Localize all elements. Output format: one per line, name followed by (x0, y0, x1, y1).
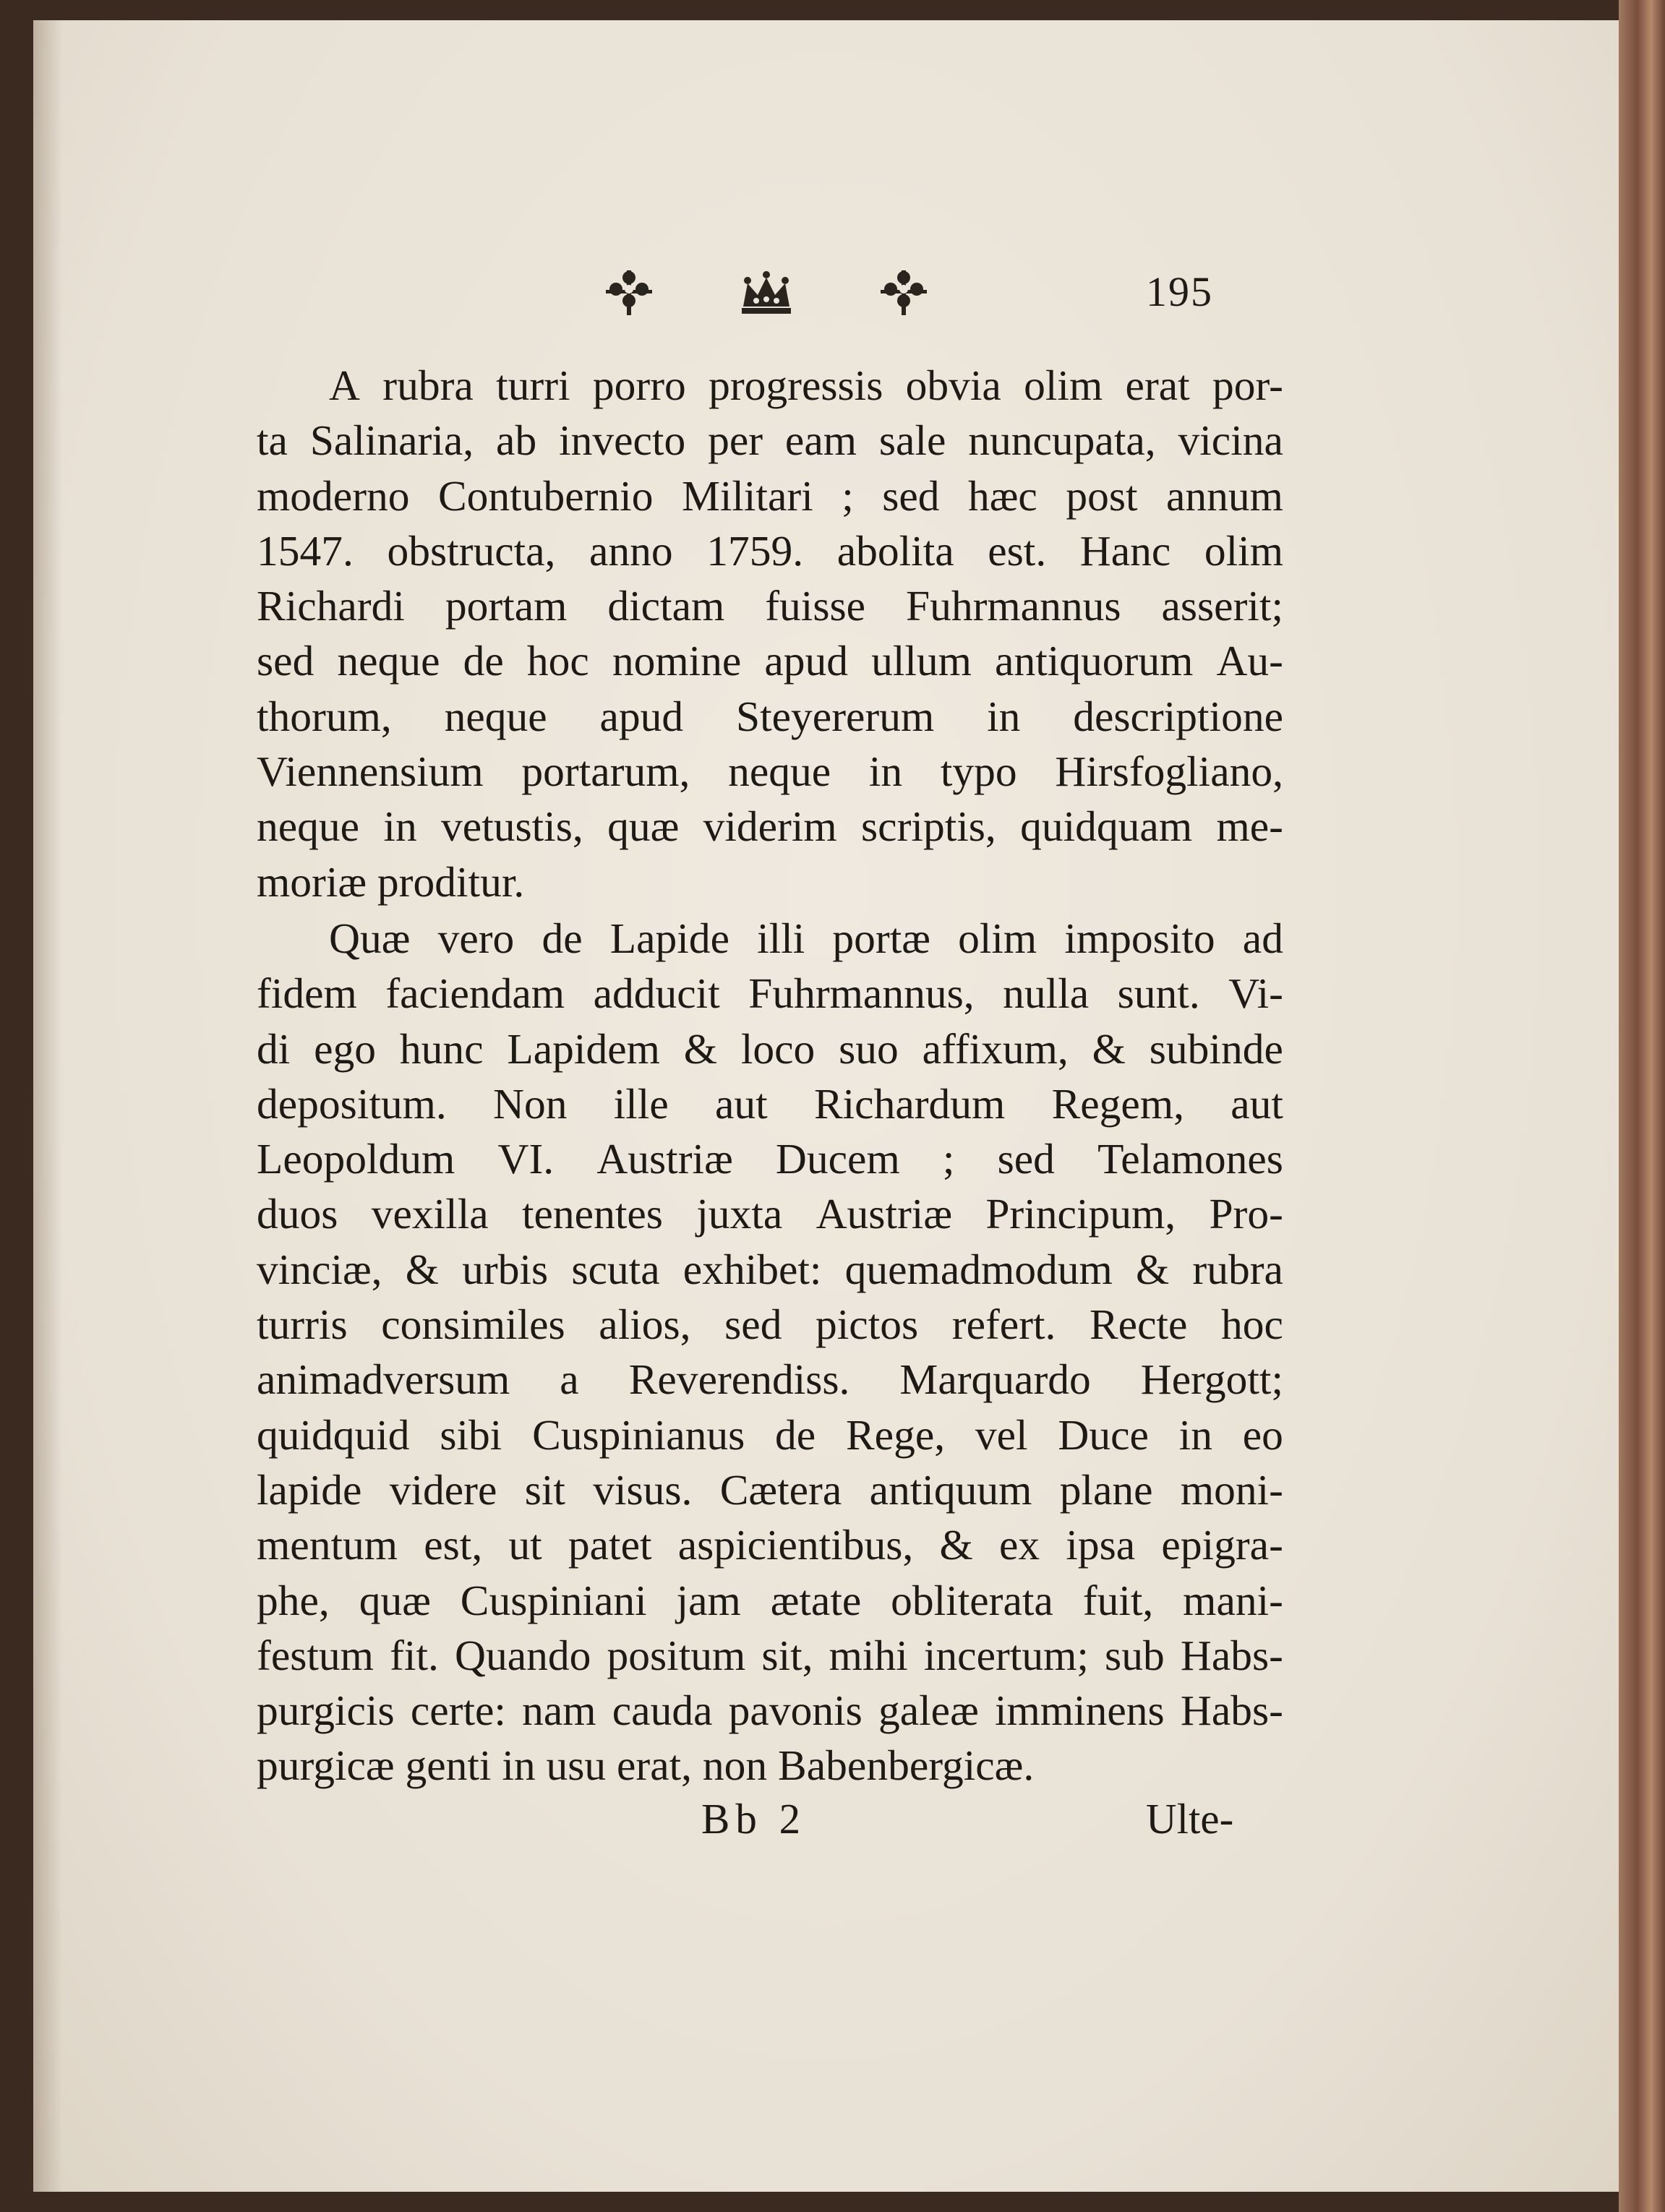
word: mani- (1183, 1576, 1283, 1624)
word: est. (988, 526, 1047, 575)
word: cauda (612, 1686, 713, 1735)
word: in (987, 692, 1021, 740)
word: viderim (703, 802, 837, 851)
text-line (257, 966, 1283, 1021)
word: nulla (1003, 969, 1090, 1018)
word: olim (1024, 361, 1103, 409)
word: de (542, 914, 583, 962)
word: turri (496, 361, 570, 409)
word: affixum, (922, 1024, 1069, 1073)
word: antiquorum (995, 637, 1194, 685)
word: lapide (257, 1465, 362, 1514)
word: VI. (497, 1135, 555, 1183)
text-line (257, 358, 1283, 413)
word: Lapide (609, 914, 729, 962)
word: Ducem (775, 1135, 900, 1183)
word: hoc (526, 637, 589, 685)
word: de (775, 1410, 816, 1459)
word: nam (522, 1686, 596, 1735)
word: portæ (832, 914, 930, 962)
text-line (257, 633, 1283, 688)
word: invecto (559, 416, 686, 465)
word: animadversum (257, 1355, 510, 1404)
word: descriptione (1073, 692, 1283, 740)
word: ille (613, 1079, 669, 1128)
word: Recte (1090, 1300, 1188, 1349)
word: ad (1242, 914, 1283, 962)
word: pavonis (728, 1686, 863, 1735)
word: ætate (770, 1576, 862, 1624)
word: ut (508, 1521, 542, 1569)
word: di (257, 1024, 291, 1073)
word: plane (1059, 1465, 1153, 1514)
word: Hanc (1079, 526, 1171, 575)
text-line (257, 468, 1283, 523)
text-line (257, 1683, 1283, 1738)
word: in (383, 802, 417, 851)
word: eo (1242, 1410, 1283, 1459)
word: fuit, (1082, 1576, 1154, 1624)
word: porro (592, 361, 686, 409)
word: in (1178, 1410, 1212, 1459)
word: Reverendiss. (628, 1355, 850, 1404)
word: portarum, (521, 747, 690, 796)
word: apud (764, 637, 849, 685)
word: sed (257, 637, 314, 685)
word: scuta (571, 1245, 660, 1293)
word: rubra (1192, 1245, 1283, 1293)
word: rubra (382, 361, 474, 409)
word: quæ (359, 1576, 431, 1624)
word: erat (1125, 361, 1190, 409)
text-line (257, 1297, 1283, 1352)
body-text (257, 358, 1283, 1793)
word: sunt. (1117, 969, 1200, 1018)
word: galeæ (878, 1686, 979, 1735)
word: tenentes (521, 1190, 663, 1238)
word: quidquam (1020, 802, 1193, 851)
word: quemadmodum (844, 1245, 1113, 1293)
word: Non (493, 1079, 568, 1128)
word: ab (496, 416, 537, 465)
text-line (257, 578, 1283, 633)
word: Cætera (719, 1465, 842, 1514)
word: ipsa (1066, 1521, 1136, 1569)
paragraph-1 (257, 358, 1283, 909)
word: suo (839, 1024, 899, 1073)
word: & (683, 1024, 718, 1073)
word: neque (257, 802, 360, 851)
text-line (257, 689, 1283, 744)
word: ; (842, 471, 854, 520)
word: obstructa, (387, 526, 556, 575)
word: portam (445, 582, 568, 630)
word: Telamones (1097, 1135, 1283, 1183)
word: Habs- (1180, 1631, 1283, 1679)
word: nomine (612, 637, 742, 685)
word: & (1092, 1024, 1126, 1073)
word: sibi (440, 1410, 502, 1459)
word: Quæ (329, 914, 411, 962)
signature-mark: Bb 2 (701, 1795, 807, 1843)
word: asserit; (1161, 582, 1283, 630)
word: imposito (1064, 914, 1215, 962)
text-line (257, 1242, 1283, 1297)
word: Hergott; (1140, 1355, 1283, 1404)
word: Lapidem (507, 1024, 660, 1073)
word: adducit (593, 969, 720, 1018)
word: loco (740, 1024, 816, 1073)
word: vero (437, 914, 515, 962)
word: A (329, 361, 360, 409)
word: pictos (816, 1300, 919, 1349)
word: vinciæ, (257, 1245, 382, 1293)
text-line (257, 1131, 1283, 1186)
word: Marquardo (899, 1355, 1091, 1404)
word: festum (257, 1631, 374, 1679)
text-line (257, 1573, 1283, 1628)
word: sale (878, 416, 946, 465)
running-head (0, 267, 1665, 340)
word: juxta (696, 1190, 783, 1238)
word: vexilla (371, 1190, 489, 1238)
word: mentum (257, 1521, 398, 1569)
text-line (257, 1186, 1283, 1241)
word: sed (997, 1135, 1055, 1183)
word: de (463, 637, 504, 685)
word: Rege, (845, 1410, 946, 1459)
word: ex (998, 1521, 1040, 1569)
word: est, (424, 1521, 483, 1569)
word: fuisse (765, 582, 866, 630)
word: Vi- (1228, 969, 1283, 1018)
word: neque (337, 637, 440, 685)
word: Duce (1058, 1410, 1149, 1459)
word: Principum, (985, 1190, 1176, 1238)
gutter-shadow (33, 20, 62, 2192)
word: sed (724, 1300, 782, 1349)
word: incertum; (923, 1631, 1089, 1679)
word: thorum, (257, 692, 392, 740)
word: purgicis (257, 1686, 395, 1735)
text-line: moriæ proditur. (257, 857, 525, 906)
page-number: 195 (1146, 268, 1213, 315)
text-line (257, 1517, 1283, 1572)
text-line (257, 1021, 1283, 1076)
word: mihi (829, 1631, 908, 1679)
word: imminens (994, 1686, 1165, 1735)
word: videre (389, 1465, 497, 1514)
word: aut (1230, 1079, 1283, 1128)
word: visus. (593, 1465, 693, 1514)
word: moderno (257, 471, 410, 520)
word: Quando (455, 1631, 591, 1679)
word: 1547. (257, 526, 354, 575)
word: eam (784, 416, 857, 465)
word: Leopoldum (257, 1135, 455, 1183)
word: vetustis, (441, 802, 583, 851)
word: antiquum (869, 1465, 1032, 1514)
word: exhibet: (682, 1245, 822, 1293)
word: ego (314, 1024, 377, 1073)
word: ; (942, 1135, 955, 1183)
fleuron-icon (600, 267, 658, 318)
word: Habs- (1180, 1686, 1283, 1735)
word: sub (1105, 1631, 1165, 1679)
word: annum (1165, 471, 1283, 520)
word: quæ (607, 802, 680, 851)
word: progressis (709, 361, 883, 409)
text-line (257, 1462, 1283, 1517)
word: olim (958, 914, 1037, 962)
word: duos (257, 1190, 338, 1238)
word: & (939, 1521, 973, 1569)
word: neque (444, 692, 547, 740)
word: Pro- (1209, 1190, 1283, 1238)
page-footer (0, 1794, 1665, 1852)
word: anno (589, 526, 673, 575)
text-line (257, 911, 1283, 966)
word: por- (1212, 361, 1283, 409)
word: scriptis, (861, 802, 996, 851)
word: phe, (257, 1576, 330, 1624)
word: Viennensium (257, 747, 484, 796)
word: post (1066, 471, 1138, 520)
word: Militari (681, 471, 813, 520)
word: Cuspiniani (460, 1576, 647, 1624)
catchword: Ulte- (1146, 1795, 1234, 1843)
word: sed (882, 471, 940, 520)
word: obliterata (891, 1576, 1053, 1624)
word: Fuhrmannus (906, 582, 1121, 630)
word: ullum (871, 637, 972, 685)
word: Salinaria, (309, 416, 474, 465)
word: neque (728, 747, 831, 796)
text-line (257, 799, 1283, 854)
word: & (405, 1245, 439, 1293)
word: typo (940, 747, 1017, 796)
word: hoc (1221, 1300, 1283, 1349)
word: Richardum (813, 1079, 1006, 1128)
word: Contubernio (437, 471, 654, 520)
word: ta (257, 416, 288, 465)
word: per (708, 416, 763, 465)
fleuron-icon (875, 267, 933, 318)
word: illi (757, 914, 805, 962)
word: certe: (410, 1686, 506, 1735)
word: Regem, (1051, 1079, 1184, 1128)
word: consimiles (381, 1300, 565, 1349)
word: aspicientibus, (677, 1521, 914, 1569)
word: Austriæ (816, 1190, 953, 1238)
word: olim (1204, 526, 1283, 575)
word: Hirsfogliano, (1055, 747, 1283, 796)
paragraph-2 (257, 911, 1283, 1793)
word: patet (568, 1521, 652, 1569)
word: hæc (968, 471, 1037, 520)
word: Richardi (257, 582, 405, 630)
word: vel (975, 1410, 1028, 1459)
word: fidem (257, 969, 357, 1018)
text-line (257, 744, 1283, 799)
word: fit. (390, 1631, 439, 1679)
word: turris (257, 1300, 348, 1349)
word: apud (599, 692, 684, 740)
word: jam (676, 1576, 741, 1624)
crown-icon (737, 267, 795, 318)
text-line (257, 523, 1283, 578)
text-line (257, 413, 1283, 468)
word: Steyererum (736, 692, 935, 740)
word: vicina (1178, 416, 1283, 465)
word: dictam (607, 582, 725, 630)
word: subinde (1149, 1024, 1283, 1073)
word: aut (715, 1079, 768, 1128)
word: me- (1216, 802, 1283, 851)
word: positum (607, 1631, 746, 1679)
word: quidquid (257, 1410, 410, 1459)
word: obvia (905, 361, 1001, 409)
word: a (560, 1355, 579, 1404)
word: Fuhrmannus, (748, 969, 975, 1018)
word: urbis (462, 1245, 549, 1293)
word: sit (524, 1465, 565, 1514)
text-line (257, 1352, 1283, 1407)
word: Au- (1216, 637, 1283, 685)
word: Cuspinianus (532, 1410, 745, 1459)
word: Austriæ (596, 1135, 733, 1183)
word: faciendam (385, 969, 565, 1018)
text-line (257, 1407, 1283, 1462)
word: sit, (761, 1631, 813, 1679)
text-line (257, 1076, 1283, 1131)
text-line (257, 1628, 1283, 1683)
word: nuncupata, (968, 416, 1156, 465)
word: depositum. (257, 1079, 447, 1128)
word: epigra- (1161, 1521, 1283, 1569)
word: alios, (599, 1300, 691, 1349)
word: abolita (836, 526, 954, 575)
text-line: purgicæ genti in usu erat, non Babenbergicæ. (257, 1741, 1035, 1790)
word: 1759. (706, 526, 804, 575)
word: hunc (399, 1024, 484, 1073)
word: & (1135, 1245, 1170, 1293)
word: moni- (1180, 1465, 1283, 1514)
word: refert. (951, 1300, 1056, 1349)
word: in (868, 747, 903, 796)
